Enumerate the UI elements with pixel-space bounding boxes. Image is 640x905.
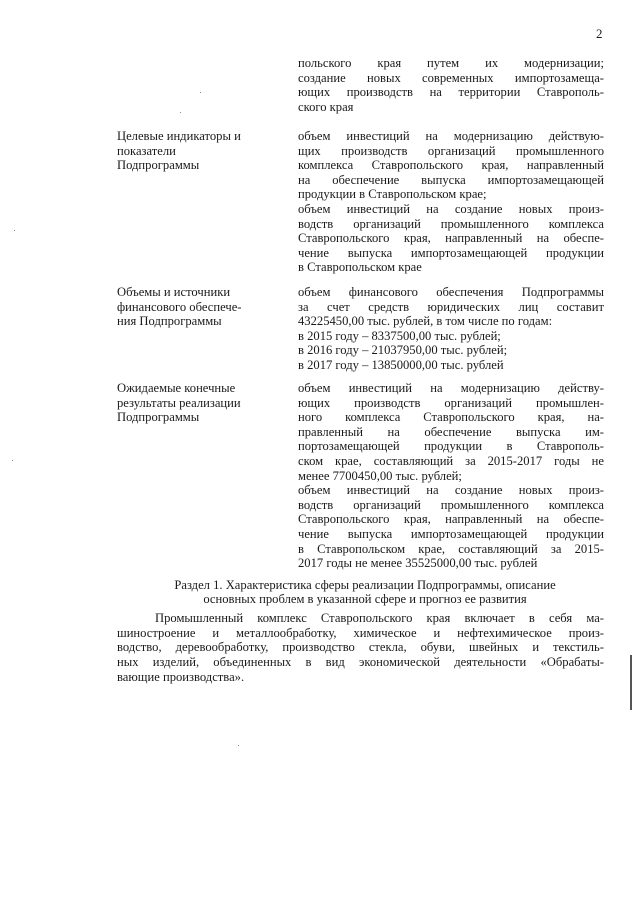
label-line: результаты реализации bbox=[117, 395, 241, 410]
content-line: продукции в Ставропольском крае; bbox=[298, 187, 487, 202]
scan-speck bbox=[14, 230, 15, 231]
content-line: польского края путем их модернизации; bbox=[298, 56, 604, 70]
content-line: ющих производств организаций промышлен- bbox=[298, 395, 604, 410]
row-label bbox=[117, 381, 282, 425]
paragraph-line: ных изделий, объединенных в вид экономической деятельности «Обрабаты- bbox=[117, 655, 604, 670]
row-label bbox=[117, 285, 282, 329]
row-content bbox=[298, 129, 604, 275]
row-label bbox=[117, 129, 282, 173]
paragraph-line: Промышленный комплекс Ставропольского края включает в себя ма- bbox=[155, 611, 604, 625]
content-line: чение выпуска импортозамещающей продукции bbox=[298, 245, 604, 260]
label-line: Объемы и источники bbox=[117, 285, 231, 299]
content-line: в 2017 году – 13850000,00 тыс. рублей bbox=[298, 357, 504, 372]
content-line: 43225450,00 тыс. рублей, в том числе по годам: bbox=[298, 314, 553, 329]
page-number: 2 bbox=[596, 26, 603, 41]
content-line: правленный на обеспечение выпуска им- bbox=[298, 424, 604, 439]
content-line: объем инвестиций на создание новых произ- bbox=[298, 483, 604, 498]
content-line: чение выпуска импортозамещающей продукции bbox=[298, 526, 604, 541]
content-line: в 2016 году – 21037950,00 тыс. рублей; bbox=[298, 343, 508, 358]
content-line: в 2015 году – 8337500,00 тыс. рублей; bbox=[298, 328, 501, 343]
content-line: объем инвестиций на создание новых произ- bbox=[298, 201, 604, 216]
content-line: ющих производств на территории Ставрополь- bbox=[298, 85, 604, 100]
label-line: Подпрограммы bbox=[117, 410, 200, 424]
content-line: ском крае, составляющий за 2015-2017 годы не bbox=[298, 453, 604, 468]
content-line: создание новых современных импортозамеща- bbox=[298, 70, 604, 85]
paragraph-line: водство, деревообработку, производство стекла, обуви, швейных и текстиль- bbox=[117, 640, 604, 655]
content-line: объем инвестиций на модернизацию действу- bbox=[298, 381, 604, 395]
content-line: комплекса Ставропольского края, направленный bbox=[298, 158, 604, 173]
content-line: ного комплекса Ставропольского края, на- bbox=[298, 410, 604, 425]
label-line: Ожидаемые конечные bbox=[117, 381, 236, 395]
content-line: щих производств организаций промышленного bbox=[298, 143, 604, 158]
row-content bbox=[298, 381, 604, 571]
content-line: на обеспечение выпуска импортозамещающей bbox=[298, 172, 604, 187]
content-line: объем инвестиций на модернизацию действую- bbox=[298, 129, 604, 143]
scan-speck bbox=[180, 112, 181, 113]
label-line: показатели bbox=[117, 143, 176, 158]
content-line: менее 7700450,00 тыс. рублей; bbox=[298, 468, 462, 483]
body-paragraph bbox=[117, 611, 604, 685]
scan-speck bbox=[12, 460, 13, 461]
heading-line: основных проблем в указанной сфере и прогноз ее развития bbox=[203, 592, 527, 606]
row-content bbox=[298, 285, 604, 373]
section-heading bbox=[130, 578, 600, 606]
label-line: Подпрограммы bbox=[117, 158, 200, 172]
scan-speck bbox=[200, 92, 201, 93]
scan-speck bbox=[238, 745, 239, 746]
content-line: Ставропольского края, направленный на обеспе- bbox=[298, 512, 604, 527]
scan-edge-mark bbox=[630, 655, 632, 710]
content-line: ского края bbox=[298, 99, 354, 114]
content-line: в Ставропольском крае, составляющий за 2015- bbox=[298, 541, 604, 556]
content-line: водств организаций промышленного комплекса bbox=[298, 216, 604, 231]
content-line: объем финансового обеспечения Подпрограммы bbox=[298, 285, 604, 299]
paragraph-line: вающие производства». bbox=[117, 669, 245, 684]
row-content bbox=[298, 56, 604, 114]
content-line: водств организаций промышленного комплекса bbox=[298, 497, 604, 512]
content-line: в Ставропольском крае bbox=[298, 260, 422, 275]
heading-line: Раздел 1. Характеристика сферы реализации Подпрограммы, описание bbox=[174, 578, 556, 592]
content-line: 2017 годы не менее 35525000,00 тыс. рублей bbox=[298, 556, 538, 571]
label-line: финансового обеспече- bbox=[117, 299, 242, 314]
paragraph-line: шиностроение и металлообработку, химическое и нефтехимическое произ- bbox=[117, 625, 604, 640]
content-line: за счет средств юридических лиц составит bbox=[298, 299, 604, 314]
content-line: Ставропольского края, направленный на обеспе- bbox=[298, 231, 604, 246]
label-line: Целевые индикаторы и bbox=[117, 129, 241, 143]
label-line: ния Подпрограммы bbox=[117, 314, 222, 328]
content-line: портозамещающей продукции в Ставрополь- bbox=[298, 439, 604, 454]
